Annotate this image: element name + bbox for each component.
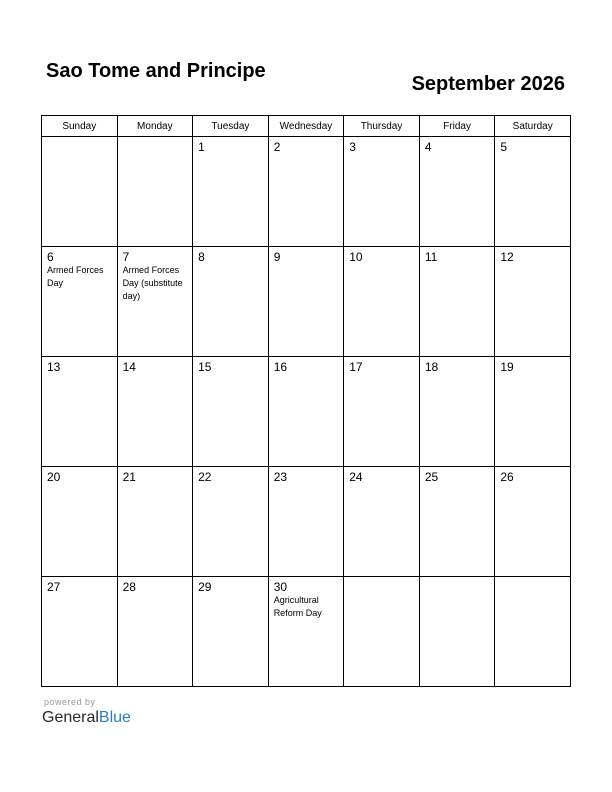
day-cell — [117, 467, 193, 577]
day-number: 14 — [122, 360, 136, 374]
day-cell — [495, 577, 571, 687]
day-cell — [344, 467, 420, 577]
day-number: 3 — [349, 140, 356, 154]
day-number: 19 — [500, 360, 514, 374]
day-cell — [344, 357, 420, 467]
day-number: 13 — [47, 360, 61, 374]
weekday-header: Tuesday — [193, 116, 269, 137]
weekday-header: Wednesday — [268, 116, 344, 137]
day-cell — [419, 357, 495, 467]
holiday-label: Armed Forces Day (substitute day) — [122, 265, 183, 301]
day-number: 9 — [273, 250, 281, 264]
day-number: 15 — [198, 360, 212, 374]
day-cell — [193, 137, 269, 247]
day-number: 6 — [47, 250, 54, 264]
day-number: 25 — [424, 470, 439, 484]
day-number: 24 — [349, 470, 363, 484]
day-number: 10 — [349, 250, 363, 264]
week-row — [42, 467, 571, 577]
day-cell — [419, 137, 495, 247]
day-number: 22 — [198, 470, 212, 484]
brand-wordmark — [42, 708, 131, 728]
day-number — [118, 137, 193, 140]
day-cell — [268, 357, 344, 467]
day-cell — [344, 247, 420, 357]
day-number: 12 — [500, 250, 514, 264]
country-title: Sao Tome and Principe — [46, 60, 266, 82]
day-cell — [495, 137, 571, 247]
day-cell — [117, 137, 193, 247]
holiday-label: Armed Forces Day — [47, 265, 104, 288]
weekday-header: Friday — [419, 116, 495, 137]
day-number: 23 — [273, 470, 288, 484]
day-number: 8 — [198, 250, 205, 264]
day-cell — [268, 247, 344, 357]
day-cell — [42, 137, 118, 247]
powered-by-label: powered by — [44, 697, 96, 707]
day-cell — [268, 577, 344, 687]
day-cell — [42, 467, 118, 577]
day-number: 27 — [47, 580, 61, 594]
weekday-header: Thursday — [344, 116, 420, 137]
day-number — [344, 577, 419, 580]
day-number: 17 — [349, 360, 363, 374]
weekday-header: Sunday — [42, 116, 118, 137]
day-number — [42, 137, 117, 140]
day-number — [420, 577, 495, 580]
day-number: 30 — [273, 580, 288, 594]
day-cell — [344, 577, 420, 687]
day-number: 7 — [122, 250, 130, 264]
day-cell — [268, 137, 344, 247]
calendar-grid — [41, 115, 571, 687]
day-cell — [419, 577, 495, 687]
day-number — [495, 577, 570, 580]
day-cell — [42, 357, 118, 467]
week-row — [42, 137, 571, 247]
day-number: 28 — [122, 580, 136, 594]
day-cell — [117, 357, 193, 467]
brand-logo[interactable] — [42, 697, 131, 728]
week-row — [42, 357, 571, 467]
day-number: 5 — [500, 140, 508, 154]
day-cell — [495, 247, 571, 357]
day-number: 26 — [500, 470, 514, 484]
day-cell — [495, 357, 571, 467]
week-row — [42, 577, 571, 687]
day-cell — [42, 577, 118, 687]
day-cell — [419, 247, 495, 357]
month-year-title: September 2026 — [411, 73, 565, 95]
day-cell — [193, 357, 269, 467]
day-number: 4 — [424, 140, 432, 154]
day-cell — [193, 467, 269, 577]
brand-blue-text: Blue — [98, 709, 131, 726]
weekday-header-row — [42, 116, 571, 137]
day-cell — [117, 247, 193, 357]
day-cell — [42, 247, 118, 357]
day-number: 21 — [122, 470, 136, 484]
day-cell — [193, 247, 269, 357]
day-number: 11 — [424, 250, 438, 264]
day-cell — [495, 467, 571, 577]
day-number: 18 — [424, 360, 439, 374]
day-number: 1 — [198, 140, 205, 154]
day-number: 29 — [198, 580, 212, 594]
day-cell — [117, 577, 193, 687]
day-number: 16 — [273, 360, 288, 374]
day-number: 2 — [273, 140, 281, 154]
day-number: 20 — [47, 470, 61, 484]
day-cell — [419, 467, 495, 577]
day-cell — [193, 577, 269, 687]
day-cell — [268, 467, 344, 577]
brand-general-text: General — [42, 709, 99, 726]
weekday-header: Saturday — [495, 116, 571, 137]
holiday-label: Agricultural Reform Day — [273, 595, 322, 618]
weekday-header: Monday — [117, 116, 193, 137]
week-row — [42, 247, 571, 357]
day-cell — [344, 137, 420, 247]
